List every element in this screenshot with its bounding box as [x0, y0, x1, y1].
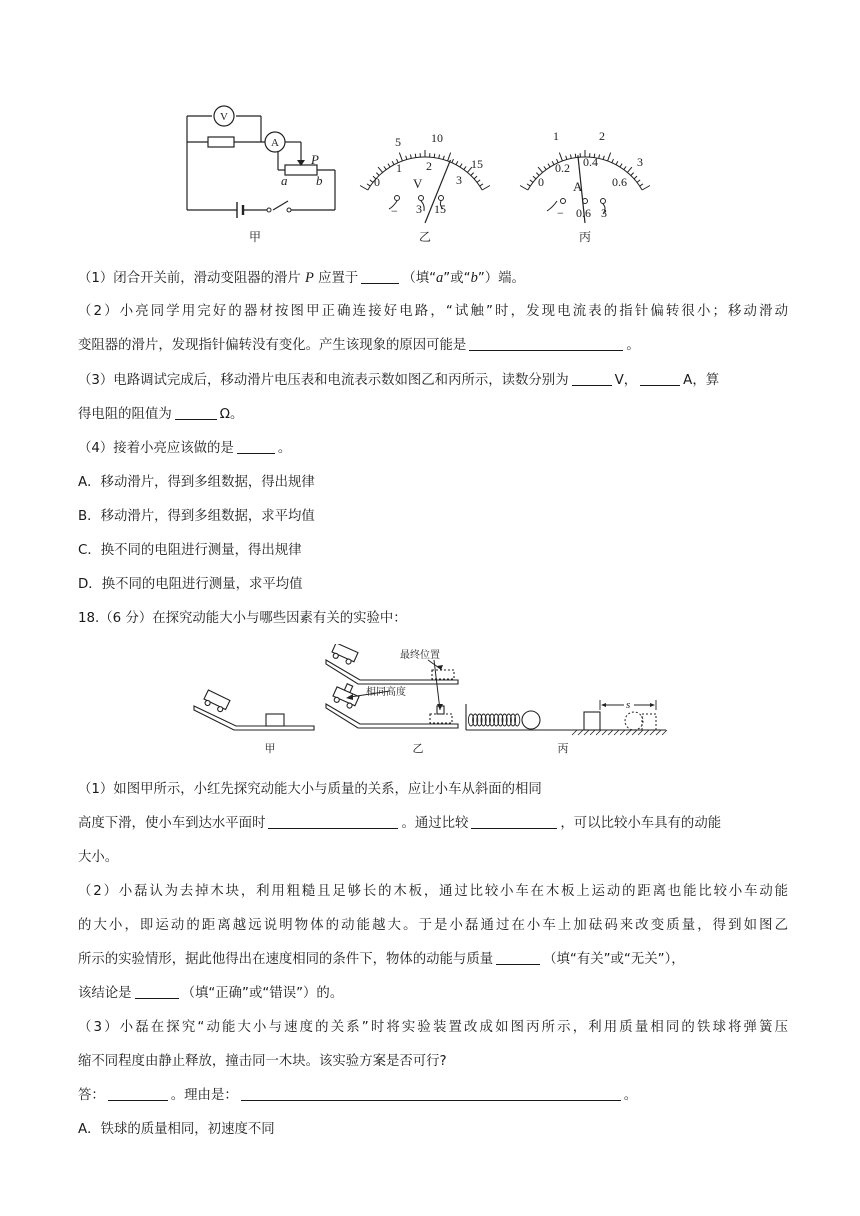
answer-blank[interactable] [268, 814, 398, 829]
svg-text:s: s [626, 699, 631, 711]
svg-text:P: P [311, 152, 319, 167]
answer-blank[interactable] [496, 950, 540, 965]
q17-part3-line1: （3）电路调试完成后，移动滑片电压表和电流表示数如图乙和丙所示，读数分别为 V， A，算 [78, 373, 720, 388]
svg-text:0: 0 [374, 175, 380, 189]
q17-part4: （4）接着小亮应该做的是 。 [78, 441, 292, 456]
svg-text:相同高度: 相同高度 [366, 687, 406, 698]
svg-text:−: − [391, 204, 398, 218]
svg-text:10: 10 [431, 131, 443, 145]
caption-jia: 甲 [248, 230, 262, 244]
svg-text:0.4: 0.4 [583, 155, 598, 169]
caption-yi: 乙 [418, 230, 432, 244]
q18-part3-line2: 缩不同程度由静止释放，撞击同一木块。该实验方案是否可行? [78, 1054, 447, 1069]
q17-part2-line1: （2）小亮同学用完好的器材按图甲正确连接好电路，“试触”时，发现电流表的指针偏转很小；移动滑动 [78, 304, 788, 319]
svg-text:V: V [220, 111, 228, 123]
option-a[interactable]: A．移动滑片，得到多组数据，得出规律 [78, 475, 315, 490]
q18-part2-line2: 的大小，即运动的距离越远说明物体的动能越大。于是小磊通过在小车上加砝码来改变质量，得到如图乙 [78, 918, 788, 933]
svg-text:0.6: 0.6 [576, 206, 591, 220]
q18-title: 18.（6 分）在探究动能大小与哪些因素有关的实验中： [78, 611, 407, 626]
answer-blank[interactable] [640, 371, 680, 386]
svg-text:1: 1 [396, 161, 402, 175]
q18-part2-line3: 所示的实验情形，据此他得出在速度相同的条件下，物体的动能与质量 （填“有关”或“无关”）， [78, 952, 685, 967]
q18-option-a[interactable]: A．铁球的质量相同，初速度不同 [78, 1122, 275, 1137]
svg-text:3: 3 [416, 202, 422, 216]
svg-text:3: 3 [456, 173, 462, 187]
answer-blank[interactable] [572, 371, 612, 386]
answer-blank[interactable] [135, 984, 179, 999]
svg-text:b: b [316, 173, 323, 188]
q17-part3-line2: 得电阻的阻值为 Ω。 [78, 407, 244, 422]
svg-text:1: 1 [553, 129, 559, 143]
answer-blank[interactable] [361, 269, 399, 284]
q18-part1-line3: 大小。 [78, 850, 119, 865]
svg-text:3: 3 [637, 155, 643, 169]
svg-text:0: 0 [538, 175, 544, 189]
svg-text:5: 5 [395, 135, 401, 149]
q18-part3-answer: 答： 。理由是： 。 [78, 1088, 638, 1103]
q18-part1-line1: （1）如图甲所示，小红先探究动能大小与质量的关系，应让小车从斜面的相同 [78, 782, 542, 797]
kinetic-energy-figure [190, 644, 670, 760]
svg-text:丙: 丙 [557, 742, 569, 755]
caption-bing: 丙 [578, 230, 592, 244]
svg-text:甲: 甲 [264, 742, 276, 755]
svg-text:A: A [573, 179, 583, 194]
answer-blank[interactable] [175, 405, 217, 420]
svg-text:3: 3 [601, 206, 607, 220]
svg-text:最终位置: 最终位置 [400, 650, 440, 661]
svg-text:2: 2 [426, 159, 432, 173]
q17-part2-line2: 变阻器的滑片，发现指针偏转没有变化。产生该现象的原因可能是 。 [78, 338, 640, 353]
svg-text:0.6: 0.6 [612, 175, 627, 189]
q18-part1-line2: 高度下滑，使小车到达水平面时 。通过比较 ，可以比较小车具有的动能 [78, 816, 722, 831]
svg-text:15: 15 [434, 202, 446, 216]
option-b[interactable]: B．移动滑片，得到多组数据，求平均值 [78, 509, 315, 524]
q18-part2-line4: 该结论是 （填“正确”或“错误”）的。 [78, 986, 344, 1001]
svg-text:V: V [413, 176, 423, 191]
svg-text:0.2: 0.2 [555, 161, 570, 175]
q18-part2-line1: （2）小磊认为去掉木块，利用粗糙且足够长的木板，通过比较小车在木板上运动的距离也能比较小车动能 [78, 884, 788, 899]
answer-blank[interactable] [237, 439, 275, 454]
answer-blank[interactable] [241, 1086, 621, 1101]
svg-text:15: 15 [471, 157, 483, 171]
answer-blank[interactable] [469, 336, 623, 351]
svg-text:2: 2 [599, 129, 605, 143]
q18-part3-line1: （3）小磊在探究“动能大小与速度的关系”时将实验装置改成如图丙所示，利用质量相同的铁球将弹簧压 [78, 1020, 788, 1035]
option-d[interactable]: D．换不同的电阻进行测量，求平均值 [78, 577, 303, 592]
svg-text:a: a [281, 173, 288, 188]
svg-text:A: A [271, 137, 279, 149]
answer-blank[interactable] [471, 814, 557, 829]
svg-text:乙: 乙 [412, 742, 424, 755]
answer-blank[interactable] [108, 1086, 168, 1101]
q17-part1: （1）闭合开关前，滑动变阻器的滑片 P 应置于 （填“a”或“b”）端。 [78, 270, 525, 286]
svg-text:−: − [557, 206, 564, 220]
circuit-figure [175, 98, 675, 250]
option-c[interactable]: C．换不同的电阻进行测量，得出规律 [78, 543, 302, 558]
